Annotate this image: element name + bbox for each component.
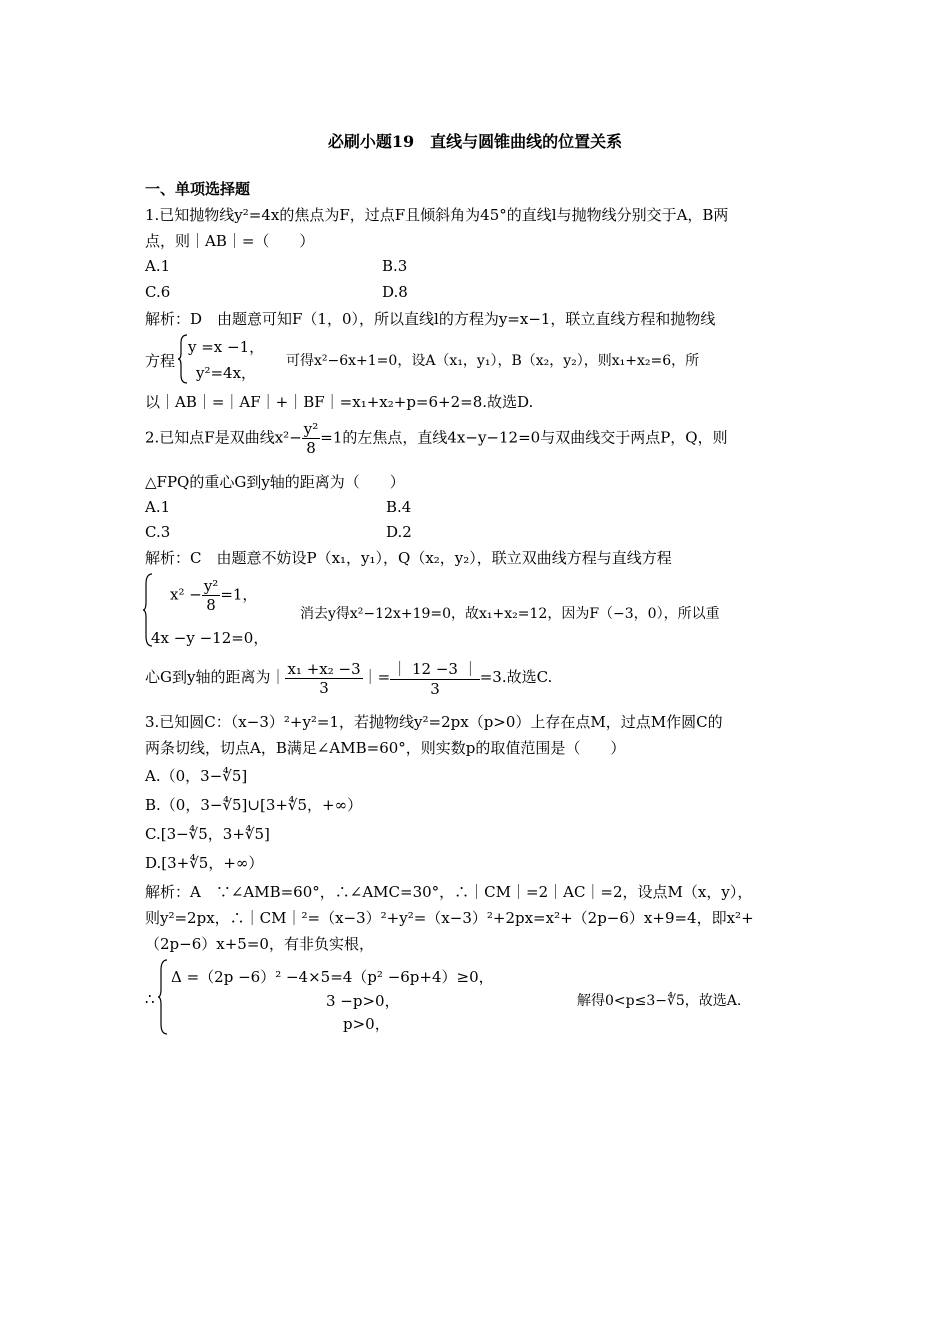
q2-system-eq1-suffix: =1， <box>220 585 258 604</box>
q1-option-a: A.1 <box>145 257 171 275</box>
q2-stem-prefix: 2.已知点F是双曲线x²− <box>145 428 302 447</box>
q2-option-d: D.2 <box>386 523 412 541</box>
q2-option-b: B.4 <box>386 498 412 516</box>
q3-solution-line3: （2p−6）x+5=0，有非负实根， <box>145 935 374 953</box>
q2-option-a: A.1 <box>145 498 171 516</box>
q3-option-b: B.（0，3−∜5]∪[3+∜5，+∞） <box>145 796 363 814</box>
therefore-symbol: ∴ <box>145 990 155 1008</box>
q1-stem-line1: 1.已知抛物线y²=4x的焦点为F，过点F且倾斜角为45°的直线l与抛物线分别交于A，B两 <box>145 206 729 224</box>
fraction-denominator: 3 <box>430 680 440 698</box>
q3-option-d: D.[3+∜5，+∞） <box>145 854 264 872</box>
q1-stem-line2: 点，则｜AB｜=（ ） <box>145 232 315 250</box>
q2-solution-line3-prefix: 心G到y轴的距离为｜ <box>145 668 286 686</box>
q2-stem-suffix: =1的左焦点，直线4x−y−12=0与双曲线交于两点P，Q，则 <box>320 428 728 447</box>
fraction-numerator: ｜ 12 −3 ｜ <box>392 660 478 678</box>
q1-solution-prefix: 方程 <box>145 352 176 370</box>
q2-solution-line1: 解析：C 由题意不妨设P（x₁，y₁），Q（x₂，y₂），联立双曲线方程与直线方程 <box>145 549 672 567</box>
q1-solution-line3: 以｜AB｜=｜AF｜+｜BF｜=x₁+x₂+p=6+2=8.故选D. <box>145 393 534 411</box>
q2-system-fraction <box>202 577 221 614</box>
q1-solution-line1: 解析：D 由题意可知F（1，0），所以直线l的方程为y=x−1，联立直线方程和抛物线 <box>145 310 716 328</box>
fraction-numerator: y² <box>303 420 319 438</box>
q3-stem-line1: 3.已知圆C：（x−3）²+y²=1，若抛物线y²=2px（p>0）上存在点M，过点M作圆C的 <box>145 713 723 731</box>
q2-stem-fraction <box>302 420 321 457</box>
q2-stem-line2: △FPQ的重心G到y轴的距离为（ ） <box>145 473 405 491</box>
section-heading: 一、单项选择题 <box>145 180 251 198</box>
fraction-denominator: 8 <box>306 439 316 457</box>
q2-stem-line1 <box>145 420 728 457</box>
q2-system-eq2: 4x −y −12=0， <box>151 629 269 647</box>
fraction-denominator: 8 <box>206 596 216 614</box>
q2-option-c: C.3 <box>145 523 171 541</box>
q1-option-d: D.8 <box>382 283 408 301</box>
q2-system-eq1-prefix: x² − <box>170 585 202 604</box>
q1-option-b: B.3 <box>382 257 408 275</box>
fraction-denominator: 3 <box>319 678 329 697</box>
q2-solution-fraction2 <box>390 658 480 698</box>
q2-solution-line3 <box>145 658 552 698</box>
q2-solution-line3-suffix: =3.故选C. <box>479 668 553 686</box>
q2-system-eq1 <box>170 577 257 614</box>
q1-system-eq2: y²=4x， <box>196 364 257 382</box>
q3-solution-conclusion: 解得0<p≤3−∜5，故选A. <box>577 993 742 1009</box>
q3-system-eq2: 3 −p>0， <box>326 992 400 1010</box>
q2-solution-mid: ｜= <box>362 668 391 686</box>
q3-option-c: C.[3−∜5，3+∜5] <box>145 825 270 843</box>
q3-system-eq3: p>0， <box>343 1015 390 1033</box>
fraction-numerator: y² <box>203 577 219 595</box>
q2-solution-line2: 消去y得x²−12x+19=0，故x₁+x₂=12，因为F（−3，0），所以重 <box>300 606 720 622</box>
q3-option-a: A.（0，3−∜5] <box>145 767 248 785</box>
page-title: 必刷小题19 直线与圆锥曲线的位置关系 <box>327 132 623 151</box>
q1-system-eq1: y =x −1， <box>188 338 265 356</box>
q1-solution-line2: 可得x²−6x+1=0，设A（x₁，y₁），B（x₂，y₂），则x₁+x₂=6，所 <box>286 353 700 369</box>
q1-option-c: C.6 <box>145 283 171 301</box>
q2-solution-fraction1 <box>285 660 362 697</box>
q3-stem-line2: 两条切线，切点A，B满足∠AMB=60°，则实数p的取值范围是（ ） <box>145 739 626 757</box>
q3-solution-line2: 则y²=2px，∴｜CM｜²=（x−3）²+y²=（x−3）²+2px=x²+（2p−6）x+9=4，即x²+ <box>145 909 754 927</box>
q3-solution-line1: 解析：A ∵∠AMB=60°，∴∠AMC=30°，∴｜CM｜=2｜AC｜=2，设点M（x，y）， <box>145 883 753 901</box>
q3-system-brace <box>157 958 169 1036</box>
fraction-numerator: x₁ +x₂ −3 <box>287 659 361 678</box>
q3-system-eq1: Δ =（2p −6）² −4×5=4（p² −6p+4）≥0， <box>171 968 494 986</box>
